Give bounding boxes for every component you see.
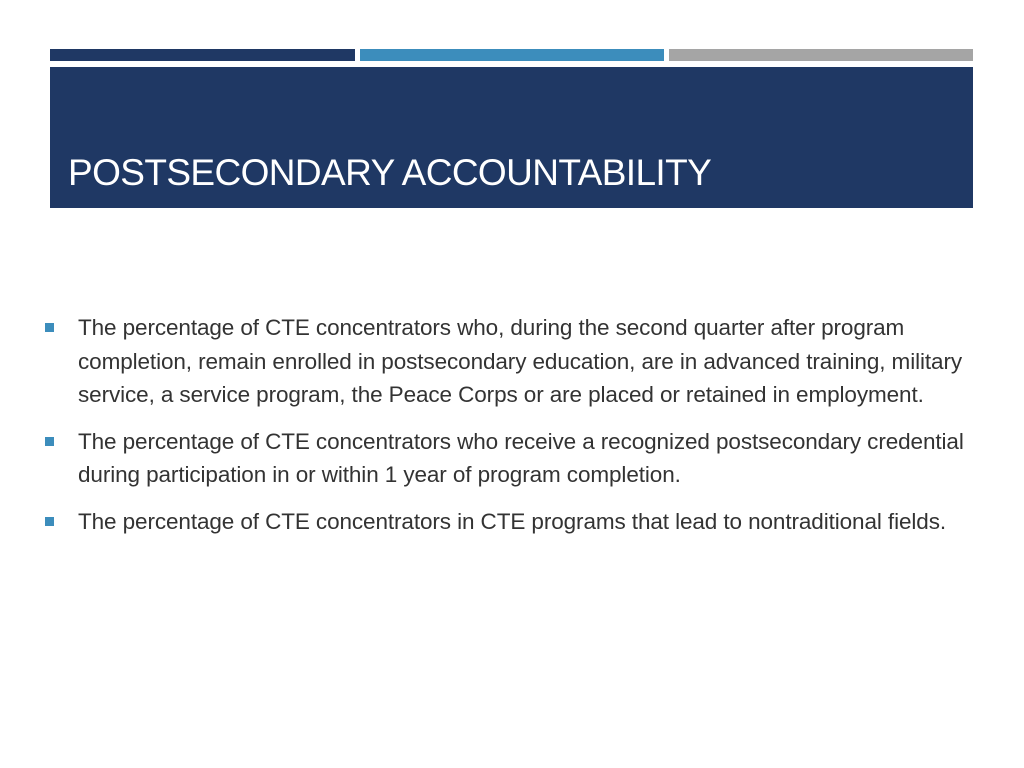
square-bullet-icon: [45, 437, 54, 446]
bullet-text: The percentage of CTE concentrators in CTE programs that lead to nontraditional fields.: [78, 508, 947, 534]
square-bullet-icon: [45, 323, 54, 332]
bullet-item: [44, 505, 984, 539]
bullet-item: [44, 425, 984, 492]
accent-bars: [50, 49, 973, 61]
bullet-item: [44, 311, 984, 412]
slide-title: POSTSECONDARY ACCOUNTABILITY: [68, 152, 712, 193]
accent-bar-gray: [669, 49, 973, 61]
accent-bar-light-blue: [360, 49, 664, 61]
square-bullet-icon: [45, 517, 54, 526]
title-banner: [50, 67, 973, 208]
bullet-list: [44, 311, 984, 538]
accent-bar-dark-blue: [50, 49, 355, 61]
bullet-text: The percentage of CTE concentrators who receive a recognized postsecondary credential during participation in or within 1 year of program completion.: [78, 428, 964, 487]
bullet-text: The percentage of CTE concentrators who, during the second quarter after program completion, remain enrolled in postsecondary education, are in advanced training, military service, a service program, the Peace Corps or are placed or retained in employment.: [78, 315, 962, 407]
slide-content: [44, 311, 984, 551]
